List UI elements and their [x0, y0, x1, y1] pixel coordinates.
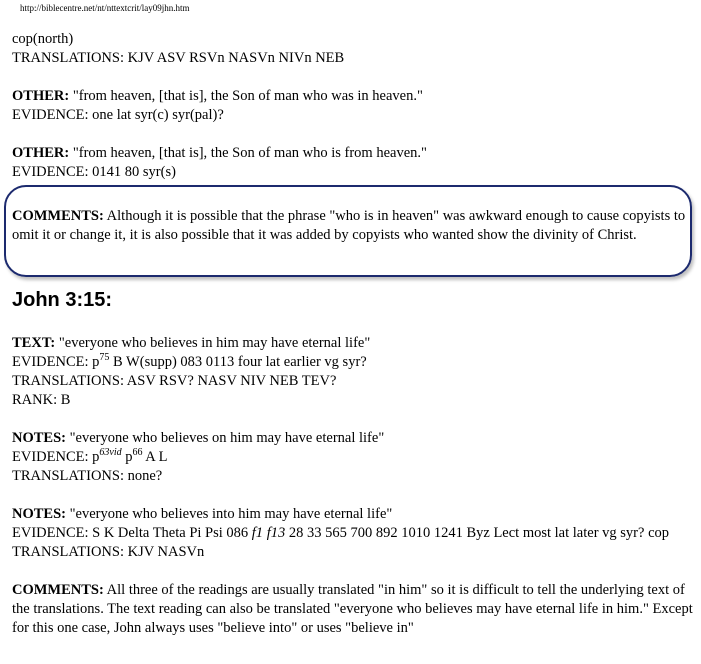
other-evidence-1: EVIDENCE: one lat syr(c) syr(pal)?: [12, 107, 224, 123]
text-reading: [12, 334, 696, 353]
notes-text: "everyone who believes on him may have eternal life": [66, 430, 385, 446]
other-evidence-2: EVIDENCE: 0141 80 syr(s): [12, 164, 176, 180]
evidence-sup-italic: 63vid: [99, 447, 122, 458]
evidence-sup: 75: [99, 352, 110, 363]
other-reading-2: [12, 144, 696, 163]
notes-label: NOTES:: [12, 430, 66, 446]
cop-north-line: cop(north): [12, 31, 74, 47]
text-rank: RANK: B: [12, 392, 71, 408]
comments-label: COMMENTS:: [12, 208, 104, 224]
other-text: "from heaven, [that is], the Son of man who is from heaven.": [69, 145, 427, 161]
text-reading-text: "everyone who believes in him may have eternal life": [55, 335, 371, 351]
text-translations: TRANSLATIONS: ASV RSV? NASV NIV NEB TEV?: [12, 373, 337, 389]
comment-paragraph: [12, 207, 696, 245]
translations-line: TRANSLATIONS: KJV ASV RSVn NASVn NIVn NEB: [12, 50, 345, 66]
evidence-prefix: EVIDENCE: p: [12, 354, 100, 370]
evidence-sup: [99, 447, 121, 458]
comments-text: Although it is possible that the phrase "who is in heaven" was awkward enough to cause copyists to omit it or change it, it is also possible that it was added by copyists who wanted show the divinity of Christ.: [12, 208, 686, 243]
evidence-sup: 66: [132, 447, 143, 458]
notes-reading-1: [12, 429, 696, 448]
evidence-f13: f13: [266, 525, 286, 541]
other-label: OTHER:: [12, 145, 70, 161]
notes-reading-2: [12, 505, 696, 524]
evidence-mid: p: [121, 449, 133, 465]
evidence-f1: f1: [251, 525, 264, 541]
comments-text: All three of the readings are usually translated "in him" so it is difficult to tell the underlying text of the translations. The text reading can also be translated "everyone who believes may have eternal life in him." Except for this one case, John always uses "believe into" or uses "believe in": [12, 582, 693, 636]
verse-section: [12, 334, 696, 638]
notes-evidence-1: [12, 448, 696, 467]
evidence-rest: B W(supp) 083 0113 four lat earlier vg syr?: [109, 354, 367, 370]
comments-paragraph-2: [12, 581, 696, 638]
top-section: [12, 30, 696, 182]
text-evidence: [12, 353, 696, 372]
notes-translations-2: TRANSLATIONS: KJV NASVn: [12, 544, 205, 560]
comments-label: COMMENTS:: [12, 582, 104, 598]
other-label: OTHER:: [12, 88, 70, 104]
evidence-c: 28 33 565 700 892 1010 1241 Byz Lect most lat later vg syr? cop: [285, 525, 670, 541]
notes-label: NOTES:: [12, 506, 66, 522]
notes-evidence-2: [12, 524, 696, 543]
page-url: http://biblecentre.net/nt/nttextcrit/lay09jhn.htm: [20, 3, 190, 13]
notes-translations-1: TRANSLATIONS: none?: [12, 468, 163, 484]
evidence-rest: A L: [142, 449, 168, 465]
notes-text: "everyone who believes into him may have eternal life": [66, 506, 393, 522]
text-label: TEXT:: [12, 335, 56, 351]
verse-heading: John 3:15:: [12, 289, 113, 311]
other-text: "from heaven, [that is], the Son of man who was in heaven.": [69, 88, 423, 104]
other-reading-1: [12, 87, 696, 106]
evidence-prefix: EVIDENCE: p: [12, 449, 100, 465]
evidence-a: EVIDENCE: S K Delta Theta Pi Psi 086: [12, 525, 252, 541]
